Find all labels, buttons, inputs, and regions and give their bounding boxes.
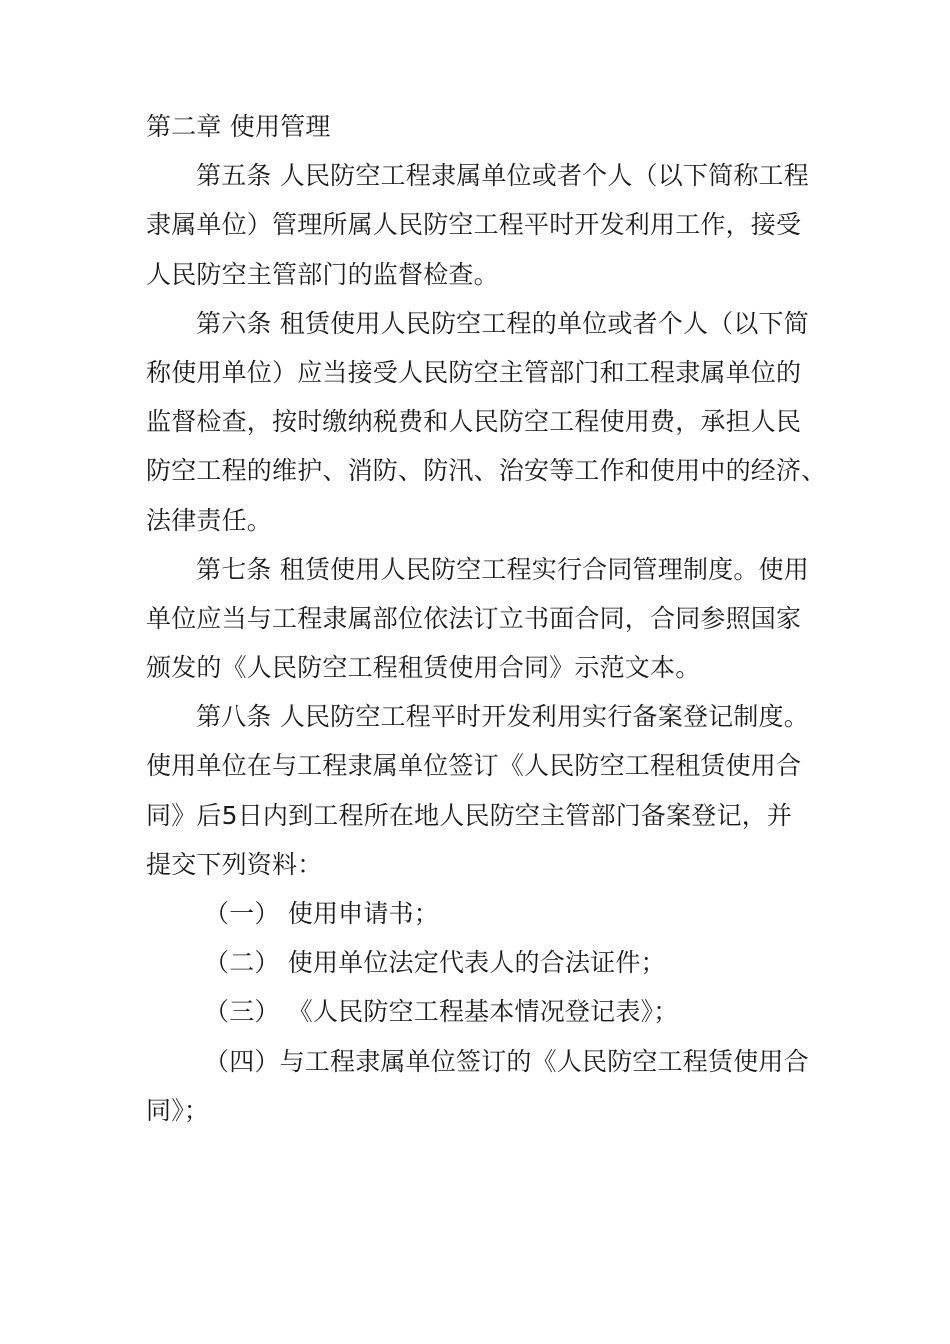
article-line: 第七条 租赁使用人民防空工程实行合同管理制度。使用 [196,554,809,584]
article-line: 称使用单位）应当接受人民防空主管部门和工程隶属单位的 [146,357,802,387]
article-line: 防空工程的维护、消防、防汛、治安等工作和使用中的经济、 [146,456,827,486]
document-body [146,102,827,1135]
article-7 [146,545,810,693]
article-line: 第八条 人民防空工程平时开发利用实行备案登记制度。 [196,702,809,732]
list-item: （二） 使用单位法定代表人的合法证件； [204,948,666,978]
article-line: 颁发的《人民防空工程租赁使用合同》示范文本。 [146,653,701,683]
submission-list [146,889,810,1135]
list-item: （一） 使用申请书； [204,899,439,928]
article-line: 法律责任。 [146,505,273,535]
article-line: 单位应当与工程隶属部位依法订立书面合同，合同参照国家 [146,603,802,633]
list-item: （四）与工程隶属单位签订的《人民防空工程赁使用合 [204,1046,809,1076]
article-line: 使用单位在与工程隶属单位签订《人民防空工程租赁使用合 [146,751,802,781]
article-8 [146,692,810,889]
list-item-continuation: 同》； [146,1095,210,1125]
article-line: 监督检查，按时缴纳税费和人民防空工程使用费，承担人民 [146,407,802,437]
chapter-title: 第二章 使用管理 [146,112,331,141]
article-line: 第六条 租赁使用人民防空工程的单位或者个人（以下简 [196,308,809,338]
list-item: （三） 《人民防空工程基本情况登记表》； [204,997,679,1027]
article-6 [146,299,827,545]
article-line: 人民防空主管部门的监督检查。 [146,259,499,289]
article-line: 第五条 人民防空工程隶属单位或者个人（以下简称工程 [196,161,809,191]
article-5 [146,151,810,299]
article-line: 同》后5日内到工程所在地人民防空主管部门备案登记，并 [146,800,793,830]
article-line: 提交下列资料： [146,849,323,879]
article-line: 隶属单位）管理所属人民防空工程平时开发利用工作，接受 [146,210,802,240]
